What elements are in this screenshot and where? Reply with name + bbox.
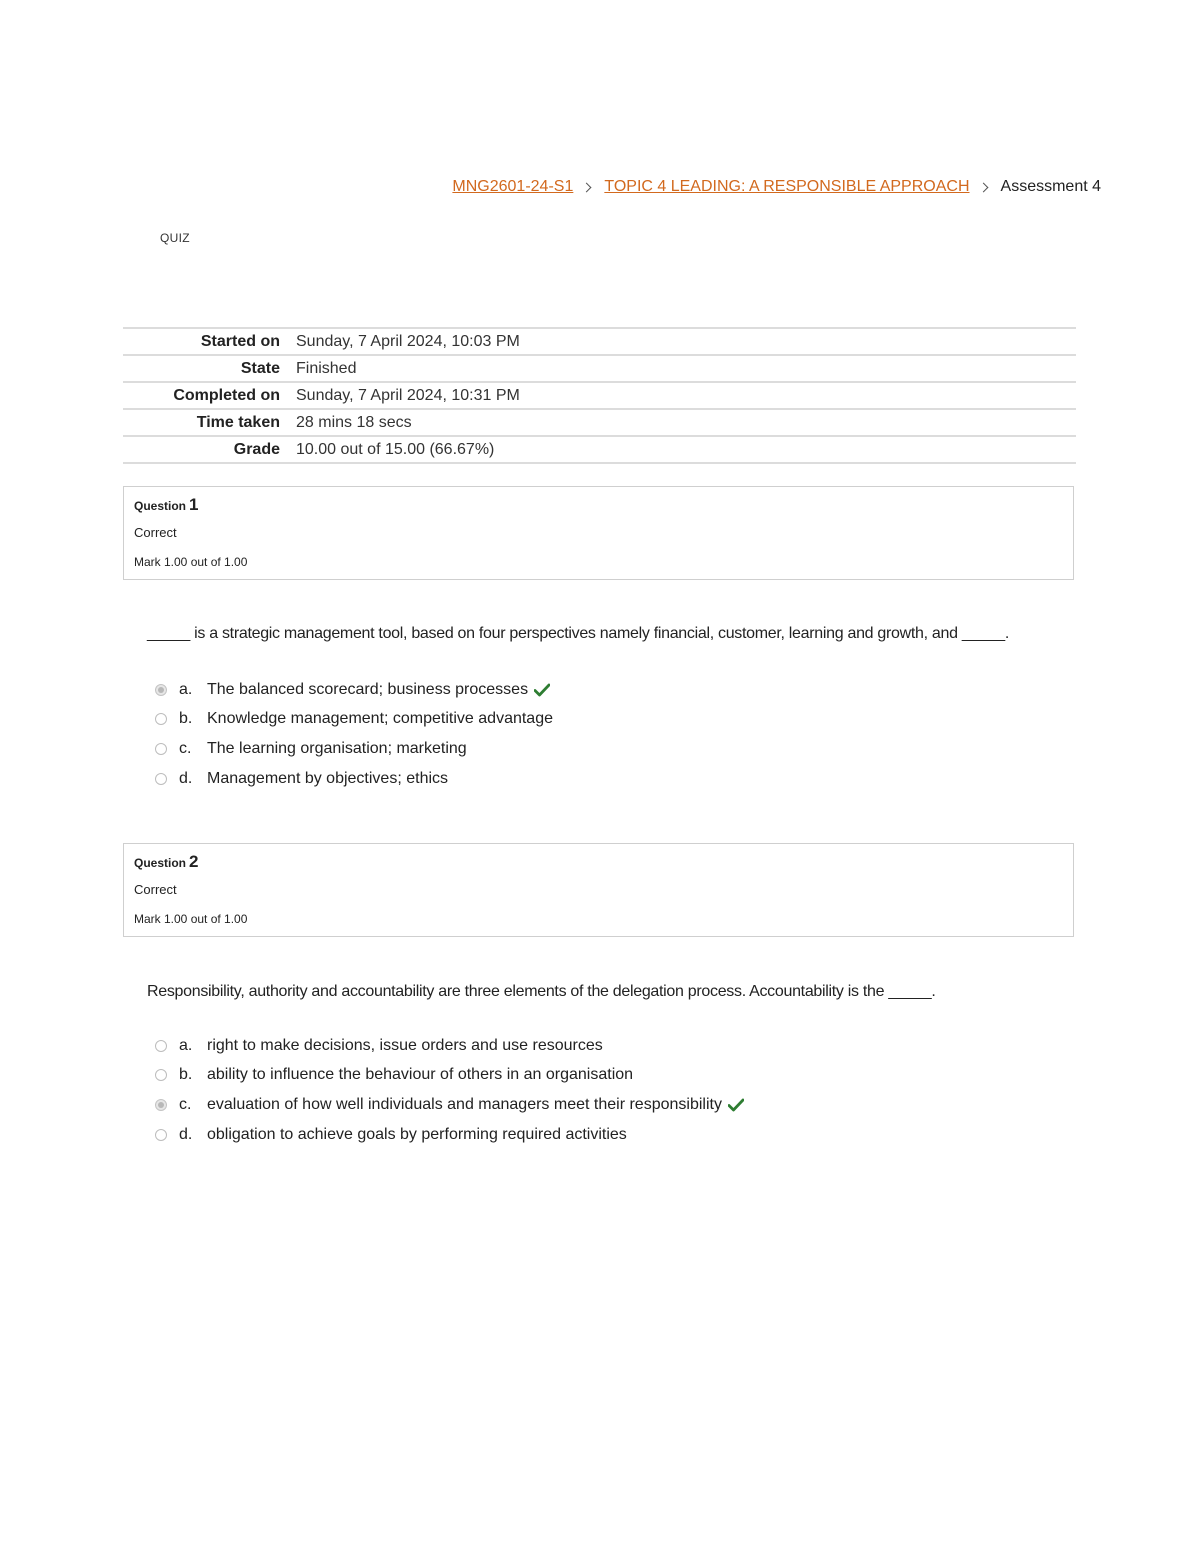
page-label: QUIZ	[160, 231, 190, 245]
answer-text: The learning organisation; marketing	[207, 739, 467, 757]
summary-row	[123, 436, 1076, 463]
answer-list	[155, 675, 553, 793]
radio-button[interactable]	[155, 1129, 167, 1141]
summary-row	[123, 328, 1076, 355]
answer-letter: d.	[179, 769, 193, 787]
answer-letter: a.	[179, 680, 193, 698]
question-number-value: 2	[189, 852, 199, 871]
question-number-value: 1	[189, 495, 199, 514]
answer-letter: c.	[179, 739, 192, 757]
question-mark: Mark 1.00 out of 1.00	[134, 912, 248, 926]
answer-letter: b.	[179, 710, 193, 728]
summary-label: State	[240, 359, 280, 377]
answer-list	[155, 1031, 744, 1149]
answer-text: ability to influence the behaviour of others in an organisation	[207, 1066, 634, 1084]
answer-text: Knowledge management; competitive advantage	[207, 710, 553, 728]
chevron-right-icon	[582, 182, 592, 192]
radio-button[interactable]	[155, 1099, 167, 1111]
chevron-right-icon	[978, 182, 988, 192]
radio-button[interactable]	[155, 773, 167, 785]
summary-value: Finished	[296, 359, 357, 377]
question-text: _____ is a strategic management tool, based on four perspectives namely financial, customer, learning and growth, and _____.	[147, 625, 1010, 642]
question-state: Correct	[134, 525, 177, 540]
check-icon	[534, 683, 550, 697]
summary-label: Started on	[200, 332, 280, 350]
question-info-2	[123, 843, 1074, 937]
summary-label: Completed on	[173, 386, 280, 404]
answer-text: evaluation of how well individuals and managers meet their responsibility	[207, 1095, 722, 1113]
radio-button[interactable]	[155, 713, 167, 725]
summary-value: 28 mins 18 secs	[296, 413, 412, 431]
answer-letter: b.	[179, 1066, 193, 1084]
check-icon	[728, 1098, 744, 1112]
summary-label: Time taken	[196, 413, 280, 431]
answer-text: obligation to achieve goals by performing required activities	[207, 1125, 627, 1143]
question-text: Responsibility, authority and accountability are three elements of the delegation process. Accountability is the _____.	[147, 983, 936, 1000]
question-number	[134, 852, 198, 872]
answer-option[interactable]	[155, 734, 553, 764]
summary-value: Sunday, 7 April 2024, 10:03 PM	[296, 332, 520, 350]
answer-option[interactable]	[155, 1061, 744, 1091]
answer-letter: c.	[179, 1095, 192, 1113]
breadcrumb-topic-link[interactable]: TOPIC 4 LEADING: A RESPONSIBLE APPROACH	[604, 178, 970, 195]
answer-text: The balanced scorecard; business processes	[207, 680, 529, 698]
summary-row	[123, 355, 1076, 382]
question-mark: Mark 1.00 out of 1.00	[134, 555, 248, 569]
summary-value: 10.00 out of 15.00 (66.67%)	[296, 440, 495, 458]
question-prefix: Question	[134, 856, 187, 870]
radio-button[interactable]	[155, 1069, 167, 1081]
summary-value: Sunday, 7 April 2024, 10:31 PM	[296, 386, 520, 404]
answer-option[interactable]	[155, 705, 553, 735]
answer-letter: d.	[179, 1125, 193, 1143]
summary-row	[123, 382, 1076, 409]
summary-label: Grade	[233, 440, 280, 458]
answer-option[interactable]	[155, 1120, 744, 1150]
answer-option[interactable]	[155, 764, 553, 794]
summary-row	[123, 409, 1076, 436]
answer-letter: a.	[179, 1036, 193, 1054]
breadcrumb-course-link[interactable]: MNG2601-24-S1	[452, 178, 574, 195]
answer-option[interactable]	[155, 675, 553, 705]
question-state: Correct	[134, 882, 177, 897]
breadcrumb	[452, 178, 1101, 196]
radio-button[interactable]	[155, 684, 167, 696]
radio-button[interactable]	[155, 1040, 167, 1052]
answer-text: Management by objectives; ethics	[207, 769, 449, 787]
answer-option[interactable]	[155, 1031, 744, 1061]
answer-text: right to make decisions, issue orders and use resources	[207, 1036, 603, 1054]
breadcrumb-current: Assessment 4	[1000, 178, 1101, 195]
question-info-1	[123, 486, 1074, 580]
answer-option[interactable]	[155, 1090, 744, 1120]
question-prefix: Question	[134, 499, 187, 513]
question-number	[134, 495, 198, 515]
radio-button[interactable]	[155, 743, 167, 755]
attempt-summary-table	[123, 327, 1076, 464]
